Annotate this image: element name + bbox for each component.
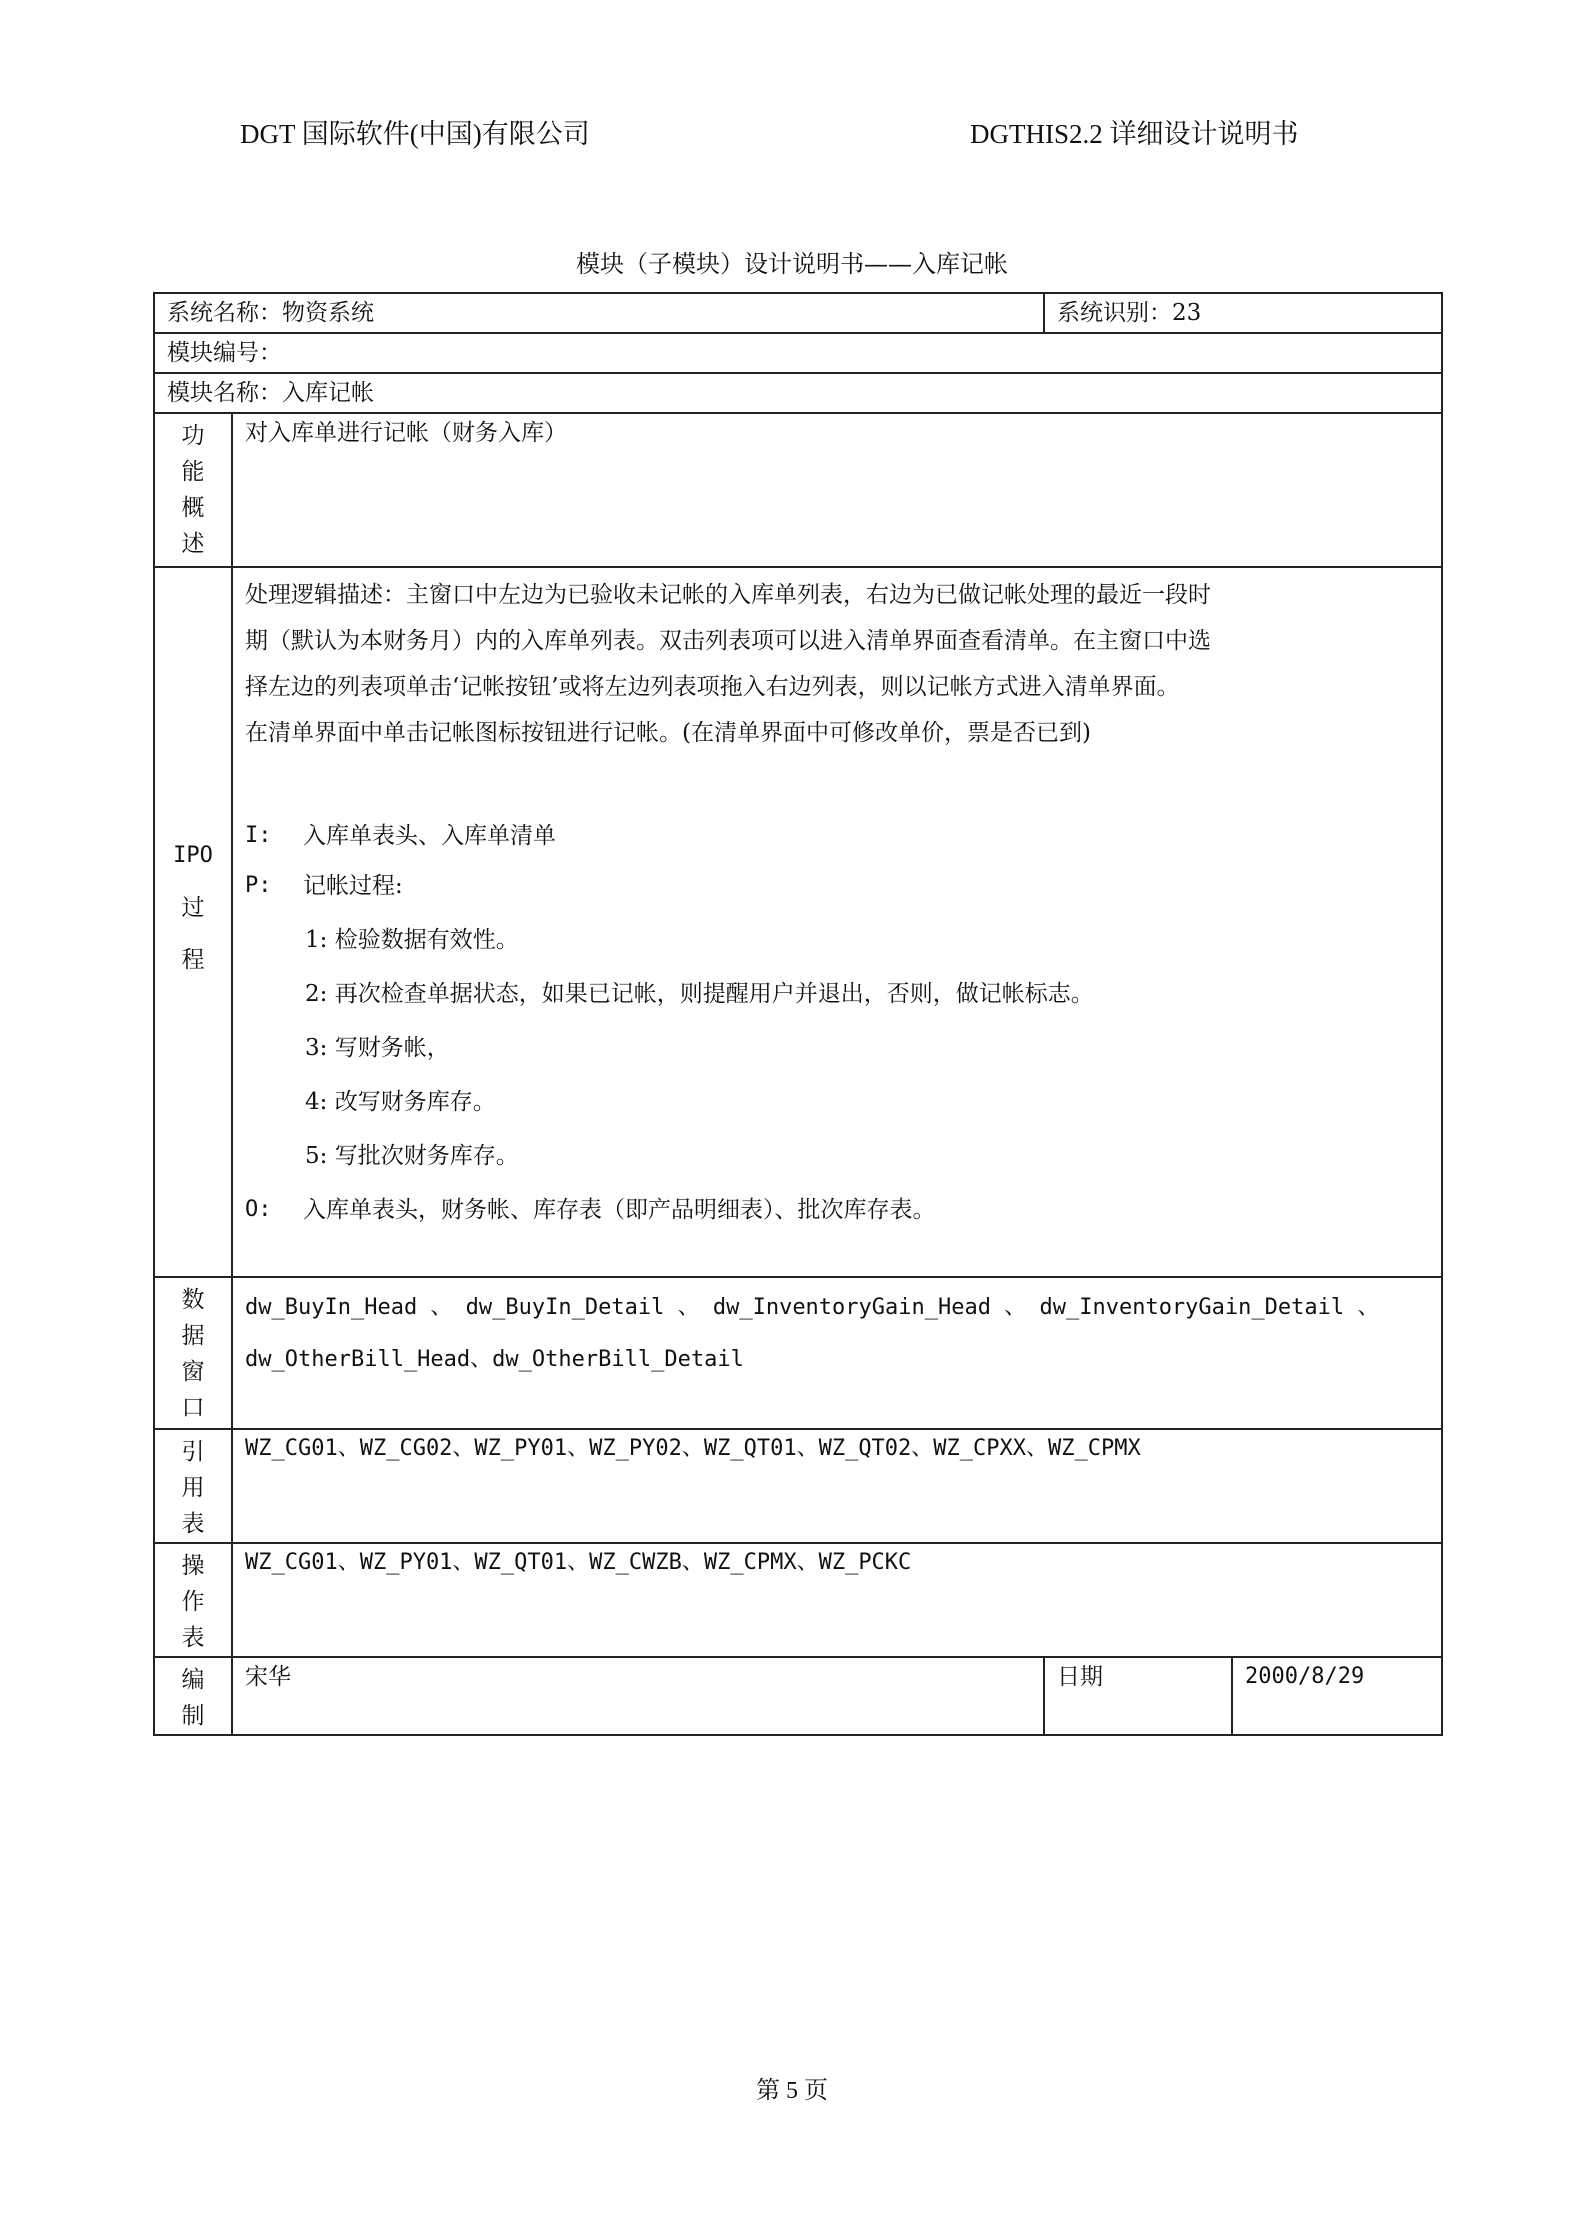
reference-tables-label: 引 用 表 bbox=[181, 1439, 205, 1537]
ipo-description-line: 择左边的列表项单击‘记帐按钮’或将左边列表项拖入右边列表，则以记帐方式进入清单界面。 bbox=[245, 674, 1180, 700]
system-id: 系统识别：23 bbox=[1057, 300, 1202, 326]
operation-tables-label: 操 作 表 bbox=[181, 1553, 205, 1651]
module-name: 模块名称：入库记帐 bbox=[167, 380, 374, 406]
module-code: 模块编号： bbox=[167, 340, 282, 366]
function-summary-label: 功 能 概 述 bbox=[181, 423, 205, 557]
page-number: 第 5 页 bbox=[756, 2078, 828, 2104]
ipo-step: 3: 写财务帐， bbox=[305, 1035, 450, 1061]
header-company: DGT 国际软件(中国)有限公司 bbox=[240, 119, 590, 149]
ipo-description-line: 处理逻辑描述：主窗口中左边为已验收未记帐的入库单列表，右边为已做记帐处理的最近一段时 bbox=[245, 582, 1211, 608]
data-window-list: dw_BuyIn_Head 、 dw_BuyIn_Detail 、 dw_InventoryGain_Head 、 dw_InventoryGain_Detail 、 dw_OtherBill_Head、dw_OtherBill_Detail bbox=[245, 1295, 1380, 1372]
ipo-process: P: 记帐过程: bbox=[245, 873, 403, 899]
ipo-step: 1: 检验数据有效性。 bbox=[305, 927, 519, 953]
ipo-output: O: 入库单表头，财务帐、库存表（即产品明细表）、批次库存表。 bbox=[245, 1197, 936, 1223]
function-summary-text: 对入库单进行记帐（财务入库） bbox=[245, 420, 567, 446]
reference-tables-list: WZ_CG01、WZ_CG02、WZ_PY01、WZ_PY02、WZ_QT01、WZ_QT02、WZ_CPXX、WZ_CPMX bbox=[245, 1436, 1141, 1461]
design-form-table bbox=[153, 292, 1443, 1736]
operation-tables-list: WZ_CG01、WZ_PY01、WZ_QT01、WZ_CWZB、WZ_CPMX、WZ_PCKC bbox=[245, 1550, 912, 1575]
ipo-process-label: IPO 过 程 bbox=[173, 843, 213, 973]
ipo-description-line: 在清单界面中单击记帐图标按钮进行记帐。(在清单界面中可修改单价，票是否已到) bbox=[245, 720, 1091, 746]
ipo-step: 4: 改写财务库存。 bbox=[305, 1089, 496, 1115]
data-window-label: 数 据 窗 口 bbox=[181, 1287, 205, 1421]
author-name: 宋华 bbox=[245, 1664, 291, 1690]
ipo-description bbox=[233, 568, 1441, 756]
ipo-input: I: 入库单表头、入库单清单 bbox=[245, 823, 556, 849]
ipo-step: 2: 再次检查单据状态，如果已记帐，则提醒用户并退出，否则，做记帐标志。 bbox=[305, 981, 1094, 1007]
system-name: 系统名称：物资系统 bbox=[167, 300, 374, 326]
author-label: 编 制 bbox=[181, 1667, 205, 1729]
ipo-description-line: 期（默认为本财务月）内的入库单列表。双击列表项可以进入清单界面查看清单。在主窗口中选 bbox=[245, 628, 1211, 654]
date-label: 日期 bbox=[1057, 1664, 1104, 1690]
ipo-step: 5: 写批次财务库存。 bbox=[305, 1143, 519, 1169]
date-value: 2000/8/29 bbox=[1245, 1664, 1365, 1689]
header-doc-name: DGTHIS2.2 详细设计说明书 bbox=[970, 119, 1299, 149]
document-title: 模块（子模块）设计说明书——入库记帐 bbox=[576, 250, 1008, 278]
